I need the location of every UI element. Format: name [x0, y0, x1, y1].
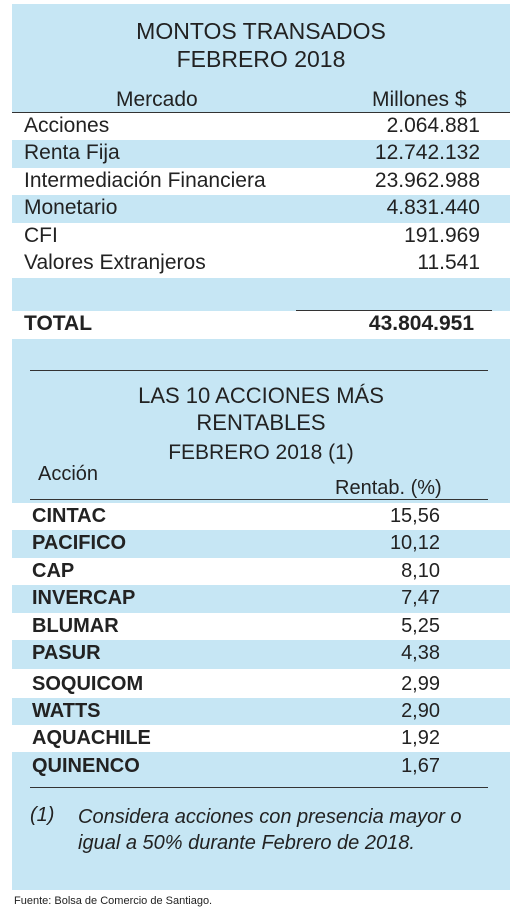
row-label: Monetario	[24, 196, 118, 219]
stock-rentab: 8,10	[401, 560, 440, 582]
stock-rentab: 2,90	[401, 700, 440, 722]
col-header-millones: Millones $	[372, 88, 467, 111]
table-row	[12, 613, 510, 640]
row-value: 12.742.132	[374, 141, 480, 164]
footnote-marker: (1)	[30, 804, 55, 826]
table-row	[12, 140, 510, 167]
acciones-title-line1: LAS 10 ACCIONES MÁS	[138, 383, 384, 408]
stock-rentab: 4,38	[401, 642, 440, 664]
stock-name: SOQUICOM	[32, 673, 144, 695]
row-label: Intermediación Financiera	[24, 169, 266, 192]
stock-name: PACIFICO	[32, 532, 127, 554]
table-row	[12, 640, 510, 667]
total-row	[12, 311, 510, 339]
stock-name: CAP	[32, 560, 75, 582]
row-label: Renta Fija	[24, 141, 120, 164]
total-value: 43.804.951	[368, 312, 474, 335]
stock-name: AQUACHILE	[32, 727, 151, 749]
table-row	[12, 725, 510, 752]
table-row	[12, 195, 510, 222]
table-row	[12, 669, 510, 698]
table-row	[12, 558, 510, 585]
acciones-bottom-divider	[30, 787, 488, 788]
stock-rentab: 5,25	[401, 615, 440, 637]
col-header-rentab: Rentab. (%)	[335, 477, 442, 499]
row-label: Acciones	[24, 114, 110, 137]
montos-title-line1: MONTOS TRANSADOS	[136, 18, 386, 44]
col-header-accion: Acción	[38, 463, 99, 485]
stock-rentab: 15,56	[389, 505, 440, 527]
row-value: 23.962.988	[374, 169, 480, 192]
acciones-title-line2: RENTABLES	[196, 410, 326, 435]
stock-name: INVERCAP	[32, 587, 136, 609]
montos-title-line2: FEBRERO 2018	[176, 46, 346, 72]
row-value: 191.969	[404, 224, 480, 247]
stock-name: CINTAC	[32, 505, 107, 527]
source-note: Fuente: Bolsa de Comercio de Santiago.	[14, 895, 213, 907]
acciones-header-divider	[30, 499, 488, 500]
stock-rentab: 1,92	[401, 727, 440, 749]
row-value: 11.541	[417, 251, 480, 274]
table-row	[12, 503, 510, 530]
acciones-subtitle: FEBRERO 2018 (1)	[168, 441, 354, 464]
table-row	[12, 113, 510, 140]
stock-rentab: 10,12	[389, 532, 440, 554]
stock-name: QUINENCO	[32, 755, 140, 777]
row-value: 2.064.881	[386, 114, 480, 137]
spacer-band	[12, 278, 510, 310]
row-label: Valores Extranjeros	[24, 251, 206, 274]
footnote-text: Considera acciones con presencia mayor o igual a 50% durante Febrero de 2018.	[78, 806, 462, 854]
section-divider	[30, 370, 488, 371]
stock-name: BLUMAR	[32, 615, 119, 637]
stock-rentab: 7,47	[401, 587, 440, 609]
total-label: TOTAL	[24, 312, 93, 335]
table-row	[12, 698, 510, 725]
table-row	[12, 168, 510, 195]
table-row	[12, 223, 510, 250]
table-row	[12, 753, 510, 780]
col-header-mercado: Mercado	[116, 88, 198, 111]
table-row	[12, 530, 510, 557]
stock-rentab: 1,67	[401, 755, 440, 777]
row-label: CFI	[24, 224, 58, 247]
row-value: 4.831.440	[386, 196, 480, 219]
stock-name: PASUR	[32, 642, 101, 664]
stock-rentab: 2,99	[401, 673, 440, 695]
table-row	[12, 585, 510, 612]
stock-name: WATTS	[32, 700, 101, 722]
